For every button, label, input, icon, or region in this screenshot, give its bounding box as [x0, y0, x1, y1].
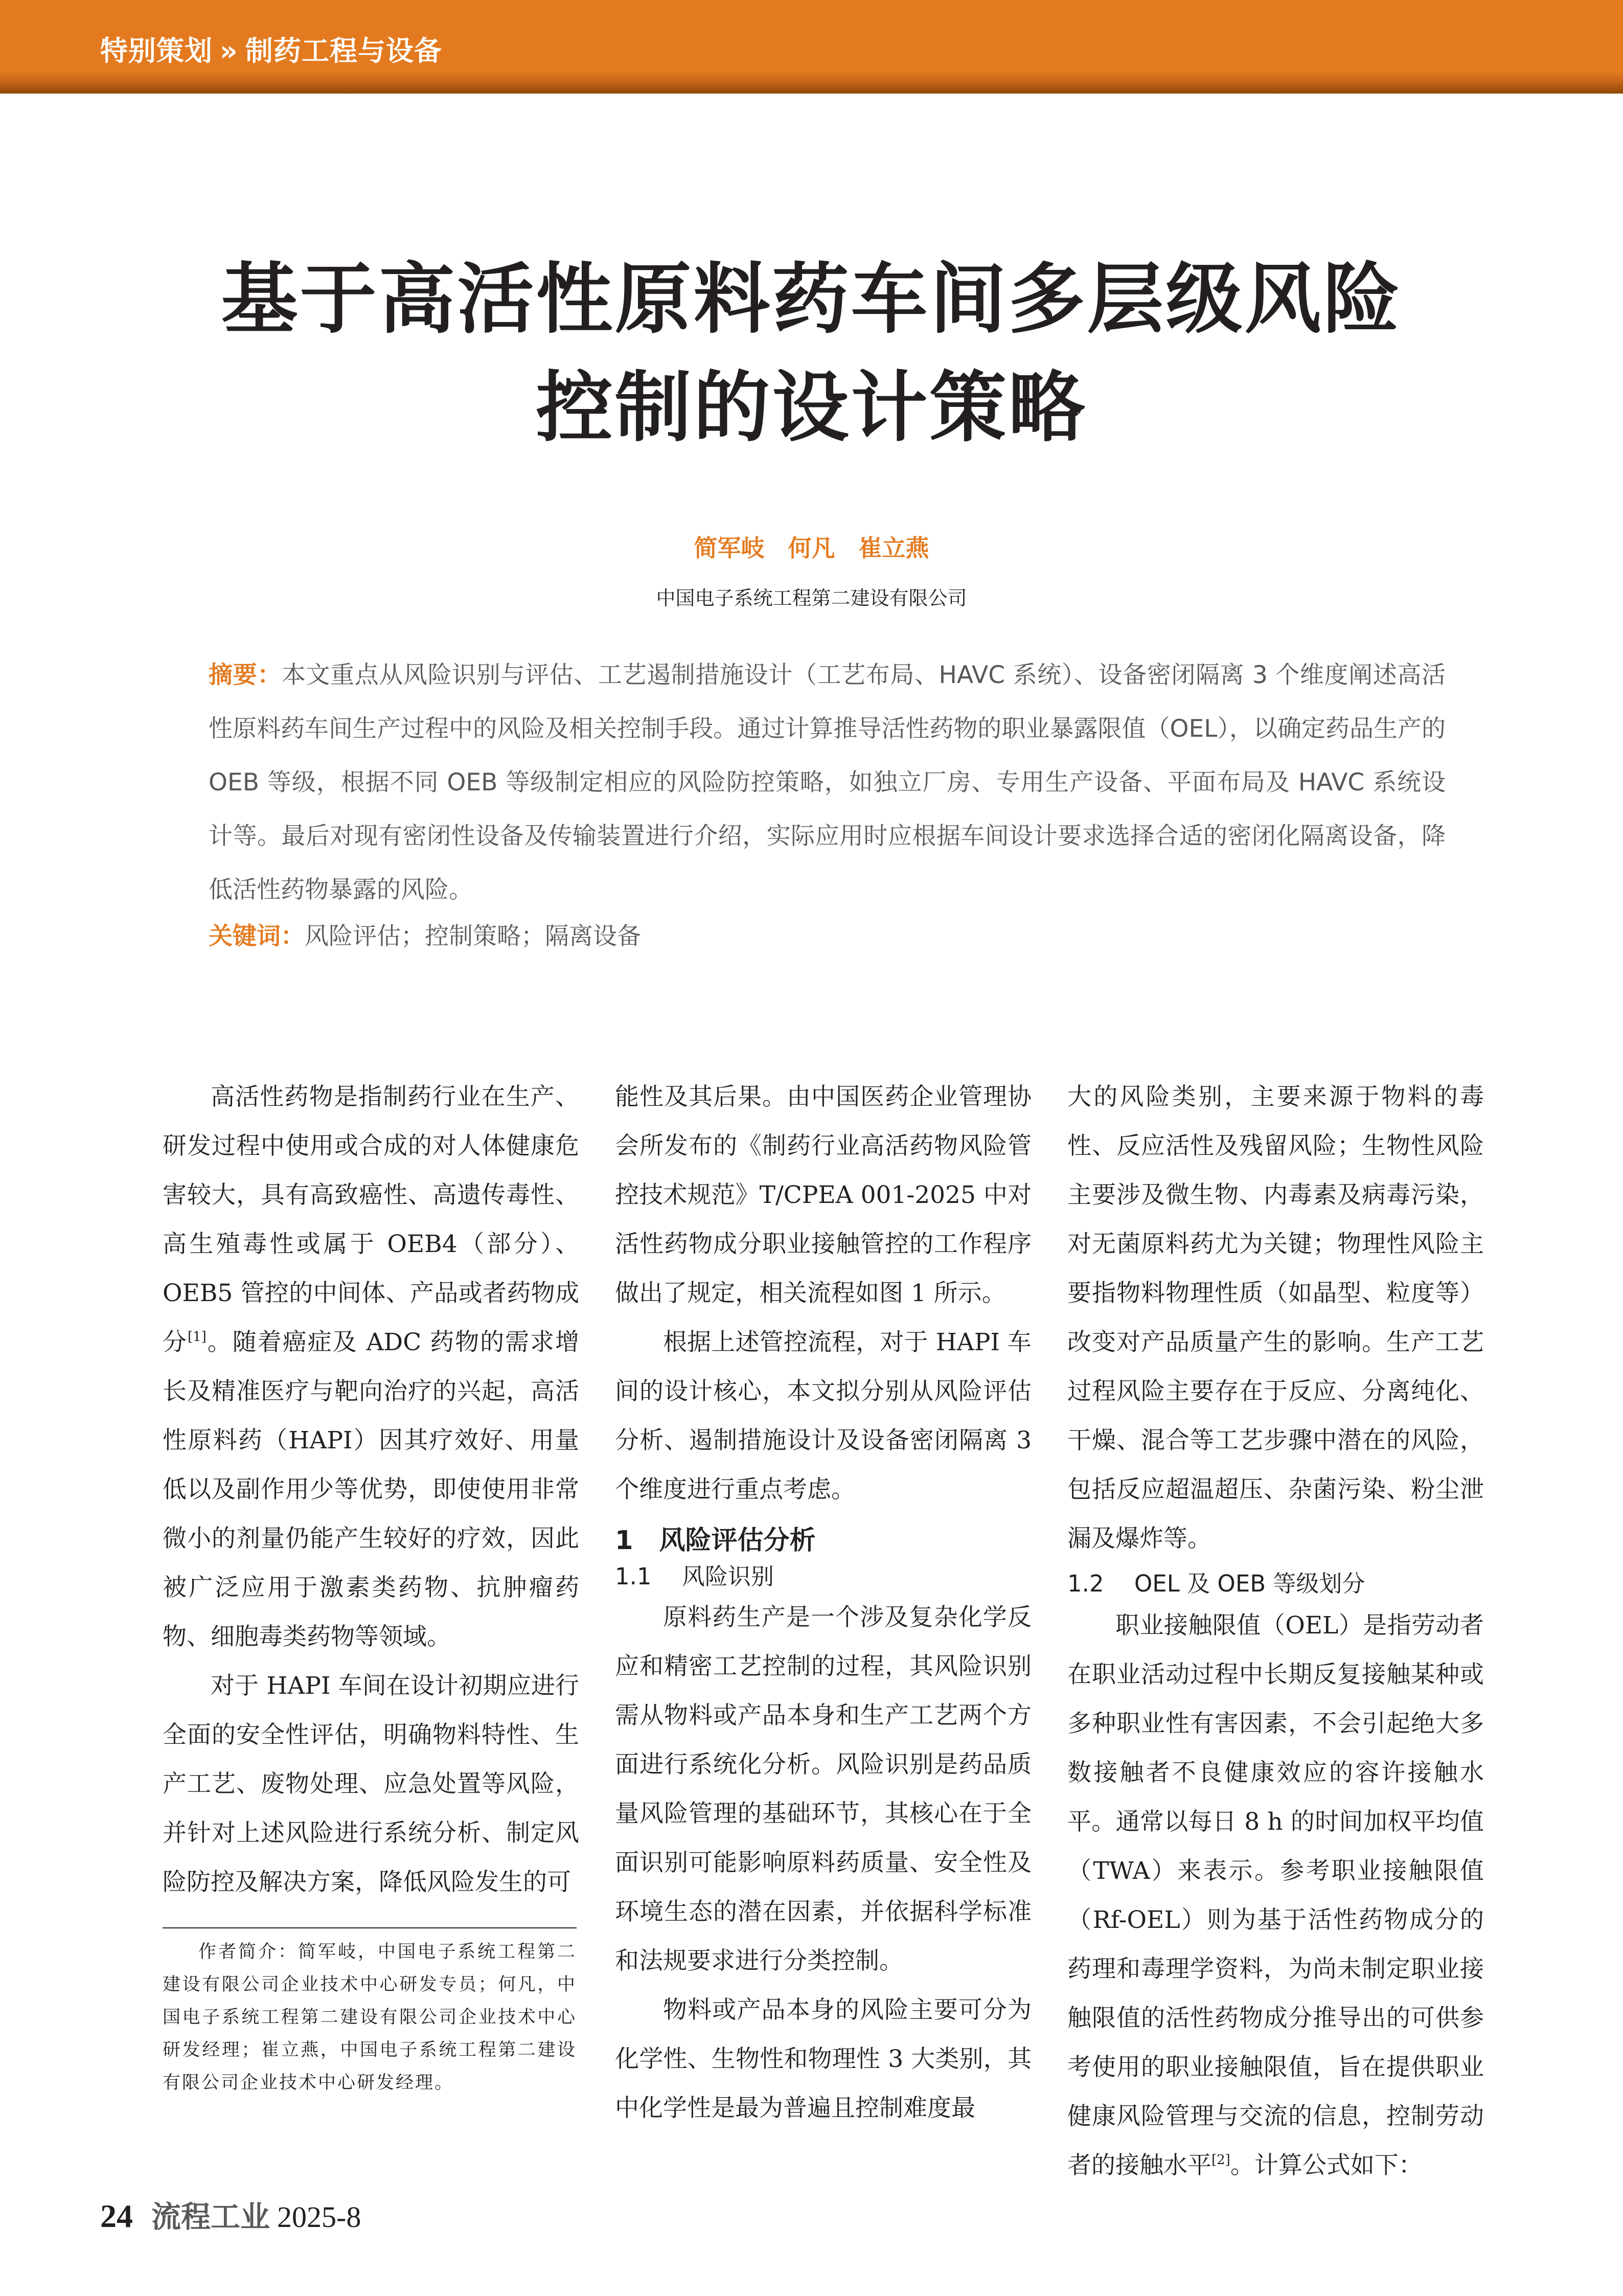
subsection-label: 制药工程与设备 [245, 35, 442, 67]
paragraph [163, 1073, 579, 1662]
paragraph: 对于 HAPI 车间在设计初期应进行全面的安全性评估，明确物料特性、生产工艺、废物处理、应急处置等风险，并针对上述风险进行系统分析、制定风险防控及解决方案，降低风险发生的可 [163, 1672, 579, 1896]
subsection-heading-1-2: 1.2 OEL 及 OEB 等级划分 [1067, 1570, 1365, 1597]
paragraph: 原料药生产是一个涉及复杂化学反应和精密工艺控制的过程，其风险识别需从物料或产品本身和生产工艺两个方面进行系统化分析。风险识别是药品质量风险管理的基础环节，其核心在于全面识别可能影响原料药质量、安全性及环境生态的潜在因素，并依据科学标准和法规要求进行分类控制。 [615, 1603, 1032, 1975]
keywords [209, 911, 1446, 962]
paragraph-text: 职业接触限值（OEL）是指劳动者在职业活动过程中长期反复接触某种或多种职业性有害因素，不会引起绝大多数接触者不良健康效应的容许接触水平。通常以每日 8 h 的时间加权平均值（TWA）来表示。参考职业接触限值（Rf-OEL）则为基于活性药物成分的药理和毒理学资料，为尚未制定职业接触限值的活性药物成分推导出的可供参考使用的职业接触限值，旨在提供职业健康风险管理与交流的信息，控制劳动者的接触水平 [1067, 1611, 1484, 2179]
section-header-band [0, 0, 1623, 94]
subsection-heading-1-1: 1.1 风险识别 [615, 1563, 774, 1590]
paragraph: 大的风险类别，主要来源于物料的毒性、反应活性及残留风险；生物性风险主要涉及微生物、内毒素及病毒污染，对无菌原料药尤为关键；物理性风险主要指物料物理性质（如晶型、粒度等）改变对产品质量产生的影响。生产工艺过程风险主要存在于反应、分离纯化、干燥、混合等工艺步骤中潜在的风险，包括反应超温超压、杂菌污染、粉尘泄漏及爆炸等。 [1067, 1083, 1484, 1553]
body-column-3 [1067, 1073, 1484, 2190]
citation-ref-1[interactable]: [1] [187, 1329, 207, 1345]
keywords-text: 风险评估；控制策略；隔离设备 [305, 922, 641, 950]
body-column-1 [163, 1073, 579, 1907]
article-title [102, 245, 1521, 462]
journal-issue: 2025-8 [277, 2200, 361, 2234]
double-chevron-icon: » [220, 35, 238, 67]
title-line-1: 基于高活性原料药车间多层级风险 [221, 255, 1402, 344]
section-breadcrumb [100, 31, 442, 72]
title-line-2: 控制的设计策略 [536, 363, 1087, 452]
footnote-divider [163, 1927, 577, 1928]
section-heading-1: 1 风险评估分析 [615, 1526, 816, 1556]
paragraph-text: 。计算公式如下： [1230, 2151, 1423, 2179]
keywords-label: 关键词： [209, 922, 305, 950]
paragraph: 根据上述管控流程，对于 HAPI 车间的设计核心，本文拟分别从风险评估分析、遏制措施设计及设备密闭隔离 3 个维度进行重点考虑。 [615, 1328, 1032, 1504]
abstract-label: 摘要： [209, 661, 282, 689]
paragraph-text: 。随着癌症及 ADC 药物的需求增长及精准医疗与靶向治疗的兴起，高活性原料药（HAPI）因其疗效好、用量低以及副作用少等优势，即使使用非常微小的剂量仍能产生较好的疗效，因此被广泛应用于激素类药物、抗肿瘤药物、细胞毒类药物等领域。 [163, 1328, 580, 1651]
page-number: 24 [100, 2198, 133, 2234]
paragraph: 能性及其后果。由中国医药企业管理协会所发布的《制药行业高活药物风险管控技术规范》T/CPEA 001-2025 中对活性药物成分职业接触管控的工作程序做出了规定，相关流程如图 1 所示。 [615, 1083, 1032, 1307]
paragraph-text: 高活性药物是指制药行业在生产、研发过程中使用或合成的对人体健康危害较大，具有高致癌性、高遗传毒性、高生殖毒性或属于 OEB4（部分）、OEB5 管控的中间体、产品或者药物成分 [163, 1083, 579, 1356]
author-bio-footnote: 作者简介：简军岐，中国电子系统工程第二建设有限公司企业技术中心研发专员；何凡，中国电子系统工程第二建设有限公司企业技术中心研发经理；崔立燕，中国电子系统工程第二建设有限公司企业技术中心研发经理。 [163, 1942, 577, 2093]
abstract [209, 648, 1446, 917]
body-column-2 [615, 1073, 1032, 2133]
journal-name: 流程工业 [151, 2200, 270, 2234]
author-list: 简军岐 何凡 崔立燕 [694, 534, 929, 562]
section-label: 特别策划 [100, 35, 213, 67]
abstract-text: 本文重点从风险识别与评估、工艺遏制措施设计（工艺布局、HAVC 系统）、设备密闭隔离 3 个维度阐述高活性原料药车间生产过程中的风险及相关控制手段。通过计算推导活性药物的职业暴露限值（OEL），以确定药品生产的 OEB 等级，根据不同 OEB 等级制定相应的风险防控策略，如独立厂房、专用生产设备、平面布局及 HAVC 系统设计等。最后对现有密闭性设备及传输装置进行介绍，实际应用时应根据车间设计要求选择合适的密闭化隔离设备，降低活性药物暴露的风险。 [209, 661, 1446, 904]
author-affiliation: 中国电子系统工程第二建设有限公司 [656, 587, 967, 609]
citation-ref-2[interactable]: [2] [1211, 2152, 1230, 2168]
paragraph [1067, 1601, 1484, 2190]
paragraph: 物料或产品本身的风险主要可分为化学性、生物性和物理性 3 大类别，其中化学性是最为普遍且控制难度最 [615, 1996, 1032, 2122]
page-footer [100, 2193, 361, 2239]
